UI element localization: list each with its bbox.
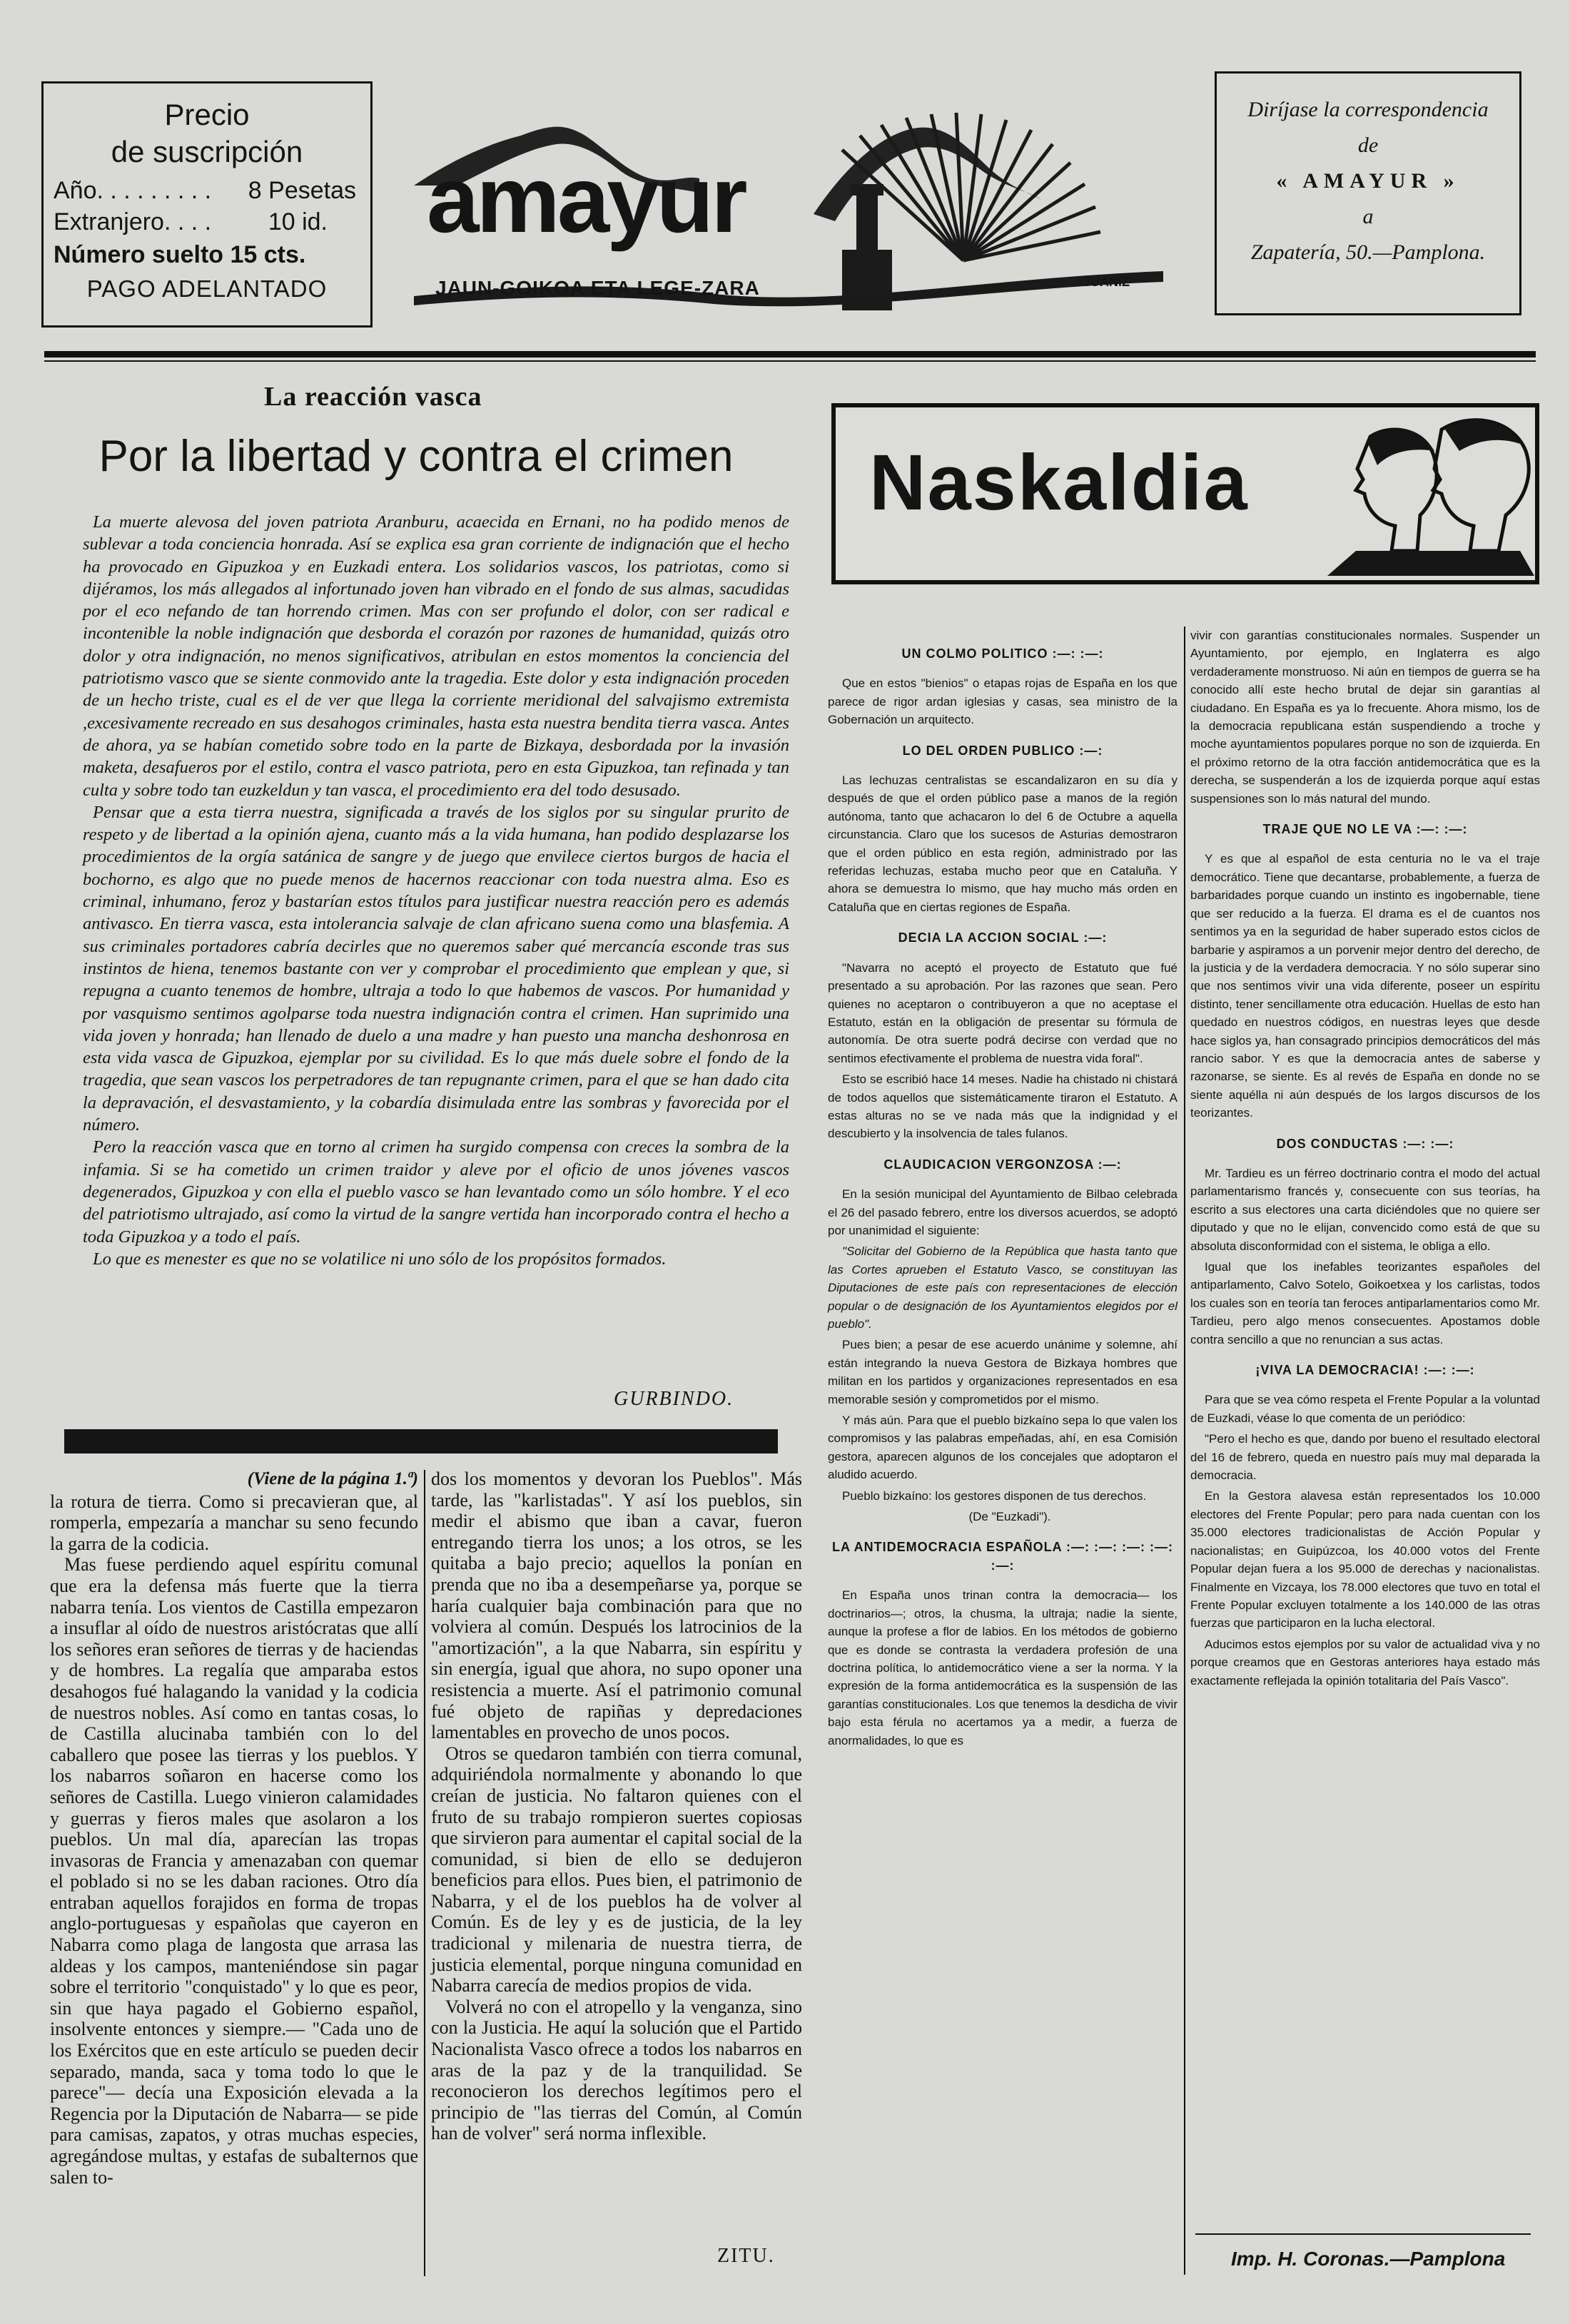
column-subheading: UN COLMO POLITICO :—: :—:: [901, 646, 1104, 661]
column-quote: "Solicitar del Gobierno de la República que hasta tanto que las Cortes aprueben el Estatuto Vasco, se constituyan las Diputaciones de este país con representaciones de elección popular o de designación de los Ayuntamientos elegidos por el pueblo".: [828, 1244, 1178, 1331]
column-paragraph: "Pero el hecho es que, dando por bueno el resultado electoral del 16 de febrero, queda en nuestro país muy mal deparada la democracia.: [1190, 1432, 1540, 1483]
masthead-rule-thin: [44, 360, 1536, 362]
correspondence-box: [1215, 71, 1521, 315]
price-row-value: 10 id.: [268, 208, 328, 235]
correspondence-line3: a: [1362, 205, 1374, 228]
article-headline: Por la libertad y contra el crimen: [98, 432, 734, 481]
column-paragraph: Las lechuzas centralistas se escandalizaron en su día y después de que el orden público pase a manos de la región autónoma, tanto que achacaron lo del 6 de Octubre a aquella circunstancia. Claro que los sucesos de Asturias demostraron que el orden público en esta región, administrado por las referidas lechuzas, estaba mucho peor que en Cataluña. Y ahora se demuestra lo mismo, que hay mucho más orden en Cataluña que en ciertas regiones de España.: [828, 773, 1178, 914]
column-paragraph: En España unos trinan contra la democracia— los doctrinarios—; otros, la chusma, la ultraja; nadie la siente, aunque la profese a flor de labios. En los métodos de gobierno que es donde se contrasta la verdadera profesión de una doctrina política, lo antidemocrático viene a ser la norma. Y la expresión de la forma antidemocrática es la suspensión de las garantías constitucionales. Los que tenemos la desdicha de vivir bajo esta férula no acertamos ya a medir, a fuerza de anormalidades, lo que es: [828, 1588, 1178, 1747]
lead-paragraph: Pero la reacción vasca que en torno al crimen ha surgido compensa con creces la sombra de la infamia. Si se ha cometido un crimen traidor y aleve por el oficio de unos jóvenes vascos degenerados, Gipuzkoa y con ella el pueblo vasco se han levantado como un sólo hombre. Y el eco del patriotismo ultrajado, así como la virtud de la sangre vertida han incorporado contra el hecho a toda Gipuzkoa y a todo el país.: [83, 1137, 789, 1247]
column-paragraph: Pueblo bizkaíno: los gestores disponen de tus derechos.: [842, 1488, 1147, 1503]
column-subheading: ¡VIVA LA DEMOCRACIA! :—: :—:: [1255, 1363, 1475, 1378]
subscription-price-box: [41, 81, 373, 328]
continued-from-label: (Viene de la página 1.ª): [247, 1469, 418, 1488]
section-title: Naskaldia: [869, 439, 1249, 527]
column-divider: [424, 1470, 425, 2276]
price-row-abroad: [54, 206, 360, 238]
tower-illustration: [842, 184, 892, 310]
price-row-label: Extranjero. . . .: [54, 208, 212, 235]
column-paragraph: Y más aún. Para que el pueblo bizkaíno sepa lo que valen los compromisos y las palabras empeñadas, ahí, en esa Comisión gestora, aparecen algunos de los concejales que adoptaron el aludido acuerdo.: [828, 1414, 1178, 1482]
vaskaldia-column-left: [828, 632, 1178, 1752]
column-paragraph: Igual que los inefables teorizantes españoles del antiparlamento, Calvo Sotelo, Goikoetxea y los carlistas, todos los cuales son en teoría tan feroces antiparlamentarios como Mr. Tardieu, pero algo menos consecuentes. Apostamos doble contra sencillo a que no renuncian a sus actas.: [1190, 1260, 1540, 1346]
single-issue-price: Número suelto 15 cts.: [54, 241, 306, 268]
lead-article-body: [83, 511, 789, 1270]
masthead-motto: JAUN-GOIKOA ETA LEGE-ZARA: [435, 277, 760, 299]
column-subheading: LA ANTIDEMOCRACIA ESPAÑOLA :—: :—: :—: :—: :—:: [832, 1540, 1173, 1573]
column-paragraph: Volverá no con el atropello y la venganza, sino con la Justicia. He aquí la solución que el Partido Nacionalista Vasco ofrece a todos los nabarros en aras de la paz y de la tranquilidad. Se reconocieron los derechos legítimos pero el principio de "las tierras del Común, al Común han de volver" será norma inflexible.: [431, 1996, 802, 2144]
column-paragraph: En la sesión municipal del Ayuntamiento de Bilbao celebrada el 26 del pasado febrero, entre los diversos acuerdos, se adoptó por unanimidad el siguiente:: [828, 1187, 1178, 1237]
column-paragraph: vivir con garantías constitucionales normales. Suspender un Ayuntamiento, por ejemplo, en Inglaterra es algo verdaderamente monstruoso. Ni aún en tiempos de guerra se ha conocido allí este hecho brutal de dejar sin garantías al ciudadano. En España es ya lo frecuente. Ahora mismo, los de la democracia republicana están suspendiendo a troche y moche ayuntamientos populares porque no son de izquierda. En el próximo retorno de la otra facción antidemocrática que es la derecha, se suspenderán a los de izquierda porque aquí estas suspensiones son lo más natural del mundo.: [1190, 629, 1540, 806]
column-subheading: TRAJE QUE NO LE VA :—: :—:: [1262, 822, 1468, 837]
price-row-value: 8 Pesetas: [248, 177, 356, 204]
correspondence-name: « AMAYUR »: [1276, 169, 1460, 193]
banner-faces-illustration: [1327, 408, 1534, 579]
lead-paragraph: Pensar que a esta tierra nuestra, significada a través de los siglos por su singular prurito de respeto y de libertad a la opinión ajena, cuanto más a la vida humana, han podido desplazarse los procedimientos de la orgía satánica de sangre y de juego que envilece ciertos burgos de hacia el bochorno, es algo que no puede menos de hacernos reaccionar con toda nuestra alma. Eso es criminal, inhumano, feroz y bastarían estos títulos para justificar nuestra reacción pero es además antivasco. En tierra vasca, esta intolerancia salvaje de clan africano suena como una blasfemia. A sus criminales portadores cabría decirles que no queremos saber qué mercancía esconde tras sus instintos de hiena, tenemos bastante con ver y comprobar el procedimiento que emplean y que, si repugna a cuanto tenemos de hombre, ultraja a todo lo que habemos de vascos. Por humanidad y por vasquismo sentimos agolparse toda nuestra indignación contra el crimen. Han suprimido una vida joven y honrada; han llenado de duelo a una madre y han puesto una mancha deshonrosa en esta vida vasca de Gipuzkoa, ejemplar por su civilidad. Es lo que más duele sobre el fondo de la tragedia, que sean vascos los perpetradores de tan repugnante crimen, para el que se han dado cita la depravación, el desvastamiento, y la cobardía disimulada entre las sombras y favorecida por el número.: [83, 802, 789, 1135]
artist-signature: JUANIZ: [1083, 275, 1130, 289]
section-separator-bar: [64, 1429, 778, 1453]
payment-terms: PAGO ADELANTADO: [86, 275, 328, 302]
price-box-title-line1: Precio: [164, 98, 250, 131]
column-paragraph: Pues bien; a pesar de ese acuerdo unánime y solemne, ahí están integrando la nueva Gestora de Bizkaya hombres que militan en los partidos y organizaciones representados en esa memorable sesión y comprometidos por el mismo.: [828, 1338, 1178, 1406]
column-paragraph: Esto se escribió hace 14 meses. Nadie ha chistado ni chistará de todos aquellos que sistemáticamente tiraron el Estatuto. A estas alturas no se ve nada más que la indignidad y el descubierto y la insolvencia de tales fulanos.: [828, 1072, 1178, 1141]
column-subheading: DOS CONDUCTAS :—: :—:: [1276, 1136, 1454, 1151]
continued-column-2: [431, 1468, 802, 2144]
masthead-title: amayur: [427, 147, 745, 252]
column-divider: [1184, 626, 1185, 2275]
price-row-label: Año. . . . . . . . .: [54, 177, 212, 204]
column-paragraph: dos los momentos y devoran los Pueblos". Más tarde, las "karlistadas". Y así los pueblos, sin medir el abismo que iban a cavar, fueron entregando tierra los unos; a los otros, se les quitaba a bajo precio; aquellos la ponían en prenda que no iba a desempeñarse ya, porque se haría cualquier baja combinación para que no volviera al común. Después los latrocinios de la "amortización", a la que Nabarra, sin espíritu y sin energía, igual que ahora, no supo oponer una resistencia a muerte. Así el patrimonio comunal fué objeto de rapiñas y depredaciones lamentables en provecho de unos pocos.: [431, 1468, 802, 1743]
column-paragraph: la rotura de tierra. Como si precavieran que, al romperla, empezaría a manchar su seno fecundo la garra de la codicia.: [50, 1491, 418, 1554]
printer-imprint: Imp. H. Coronas.—Pamplona: [1231, 2248, 1506, 2270]
correspondence-line2: de: [1357, 133, 1379, 157]
masthead-rule: [44, 351, 1536, 357]
column-paragraph: Que en estos "bienios" o etapas rojas de España en los que parece de rigor ardan iglesias y casas, sea ministro de la Gobernación un arquitecto.: [828, 676, 1178, 727]
column-subheading: DECIA LA ACCION SOCIAL :—:: [898, 930, 1108, 945]
column-paragraph: (De "Euzkadi").: [968, 1510, 1051, 1524]
column-paragraph: Para que se vea cómo respeta el Frente Popular a la voluntad de Euzkadi, véase lo que comenta de un periódico:: [1190, 1393, 1540, 1425]
column-paragraph: Y es que al español de esta centuria no le va el traje democrático. Tiene que decantarse, probablemente, a fuerza de barbaridades porque cuando un instinto es ingobernable, tiene que ser reducido a la fuerza. El drama es el de cuantos nos sentimos ya en la seguridad de haber superado estos ciclos de barbarie y aspiramos a un porvenir mejor dentro del derecho, de la justicia y de la verdadera democracia. Y no sólo superar sino que nos sentimos vivir una vida diferente, poseer un espíritu distinto, tener sencillamente otra educación. Huellas de esto han quedado en nuestros códigos, en nuestras leyes que desde hace siglos ya, han consagrado principios democráticos del más rancio sabor. Y es que la democracia antes de saberse y razonarse, se siente. Es al revés de España en donde no se siente aquélla ni aún después de los largos discursos de los teorizantes.: [1190, 852, 1540, 1120]
column-subheading: LO DEL ORDEN PUBLICO :—:: [902, 743, 1103, 758]
column-paragraph: Otros se quedaron también con tierra comunal, adquiriéndola normalmente y abonando lo que creían de justicia. No faltaron quienes con el fruto de su trabajo rompieron suertes copiosas que sirvieron para aumentar el capital social de la comunidad, si bien de ello se dedujeron beneficios para ellos. Pues bien, el patrimonio de Nabarra, y el de los pueblos ha de volver al Común. Es de ley y es de justicia, de la ley tradicional y milenaria de nuestra tierra, de justicia elemental, porque ninguna comunidad en Nabarra carecía de medios propios de vida.: [431, 1742, 802, 1996]
price-row-year: [54, 175, 360, 206]
price-box-title-line2: de suscripción: [111, 135, 303, 168]
lead-signature: GURBINDO.: [614, 1388, 734, 1410]
column-subheading: CLAUDICACION VERGONZOSA :—:: [883, 1157, 1122, 1172]
imprint-rule: [1195, 2233, 1531, 2235]
column-paragraph: Mr. Tardieu es un férreo doctrinario contra el modo del actual parlamentarismo francés y, consecuente con sus teorías, ha escrito a sus electores una carta diciéndoles que no quiere ser diputado y que no le elijan, convencido como está de que su absoluta disconformidad con el sistema, le obliga a ello.: [1190, 1166, 1540, 1253]
correspondence-address: Zapatería, 50.—Pamplona.: [1250, 240, 1486, 264]
column-paragraph: En la Gestora alavesa están representados los 10.000 electores del Frente Popular; pero para nada cuentan con los 35.000 electores tradicionalistas de Acción Popular y nacionalistas; en Guipúzcoa, los 40.000 votos del Frente Popular dejan fuera a los 95.000 de derechas y nacionalistas. Finalmente en Vizcaya, los 78.000 electores que tuvo en total el Frente Popular excluyen totalmente a los 140.000 de las otras fuerzas que participaron en la lucha electoral.: [1190, 1489, 1540, 1630]
lead-paragraph: Lo que es menester es que no se volatilice ni uno sólo de los propósitos formados.: [93, 1249, 667, 1269]
continued-signature: ZITU.: [717, 2245, 775, 2267]
article-kicker: La reacción vasca: [264, 382, 482, 412]
column-paragraph: Aducimos estos ejemplos por su valor de actualidad viva y no porque creamos que en Gestoras anteriores haya estado más exactamente reflejada la opinión totalitaria del País Vasco".: [1190, 1637, 1540, 1688]
continued-column-1: [50, 1468, 418, 2188]
correspondence-line1: Diríjase la correspondencia: [1247, 98, 1489, 121]
vaskaldia-column-right: [1190, 626, 1540, 1693]
column-paragraph: "Navarra no aceptó el proyecto de Estatuto que fué presentado a su aprobación. Por las razones que sean. Pero quienes no aceptaron o contribuyeron a que no aceptase el Estatuto, están en la obligación de presentar su fórmula de autonomía. De otra suerte podrá decirse con verdad que no sentimos efectivamente el problema de nuestra vida foral".: [828, 960, 1178, 1065]
column-paragraph: Mas fuese perdiendo aquel espíritu comunal que era la defensa más fuerte que la tierra nabarra tenía. Los vientos de Castilla empezaron a insuflar al oído de nuestros aristócratas que allí los señores eran señores de tierras y de haciendas y de hombres. La regalía que amparaba estos desahogos fué halagando la vanidad y la codicia de nuestros nobles. Así como en tantas cosas, lo de Castilla alucinaba también con lo del caballero que posee las tierras y los pueblos. Y los nabarros soñaron en hacerse como los señores de Castilla. Luego vinieron calamidades y guerras y fieros males que asolaron a los pueblos. Un mal día, aparecían las tropas invasoras de Francia y amenazaban con quemar el poblado si no se les daban raciones. Otro día entraban aquellos forajidos en forma de tropas anglo-portuguesas y españolas que cayeron en Nabarra como plaga de langosta que arrasa las aldeas y los campos, manteniéndose sin pagar sobre el territorio "conquistado" y lo que es peor, sin que haya pagado el Gobierno español, insolvente entonces y siempre.— "Cada uno de los Exércitos que en este artículo se pueden decir separado, manda, saca y toma todo lo que le parece"— decía una Exposición elevada a la Regencia por la Diputación de Nabarra— se pide para camisas, zapatos, y otras muchas especies, agregándose multas, y estafas de subalternos que salen to-: [50, 1554, 418, 2188]
lead-paragraph: La muerte alevosa del joven patriota Aranburu, acaecida en Ernani, no ha podido menos de sublevar a toda conciencia honrada. Así se explica esa gran corriente de indignación que el hecho ha provocado en Gipuzkoa y en Euzkadi entera. Los solidarios vascos, los patriotas, como si dijéramos, los más allegados al infortunado joven han vibrado en el fondo de sus almas, sacudidas por el eco nefando de tan horrendo crimen. Mas con ser profundo el dolor, con ser radical e incontenible la noble indignación que desborda el corazón por razones de humanidad, quizás otro dolor y otra indignación, no menos significativos, atribulan en estos momentos la conciencia del patriotismo vasco que se siente conmovido ante la tragedia. Este dolor y esta indignación proceden de un hecho triste, cual es el de ver que llega la corriente meridional del salvajismo extremista ,excesivamente recreado en sus desahogos criminales, hasta esta nuestra bendita tierra vasca. Antes de ahora, ya se habían cometido sobre todo en la parte de Bizkaya, desbordada por la invasión maketa, desafueros por el estilo, contra el vasco patriota, pero en esta Gipuzkoa, tan refinada y tan culta y sobre todo tan euzkeldun y tan vasca, el procedimiento era del todo desusado.: [83, 512, 789, 800]
